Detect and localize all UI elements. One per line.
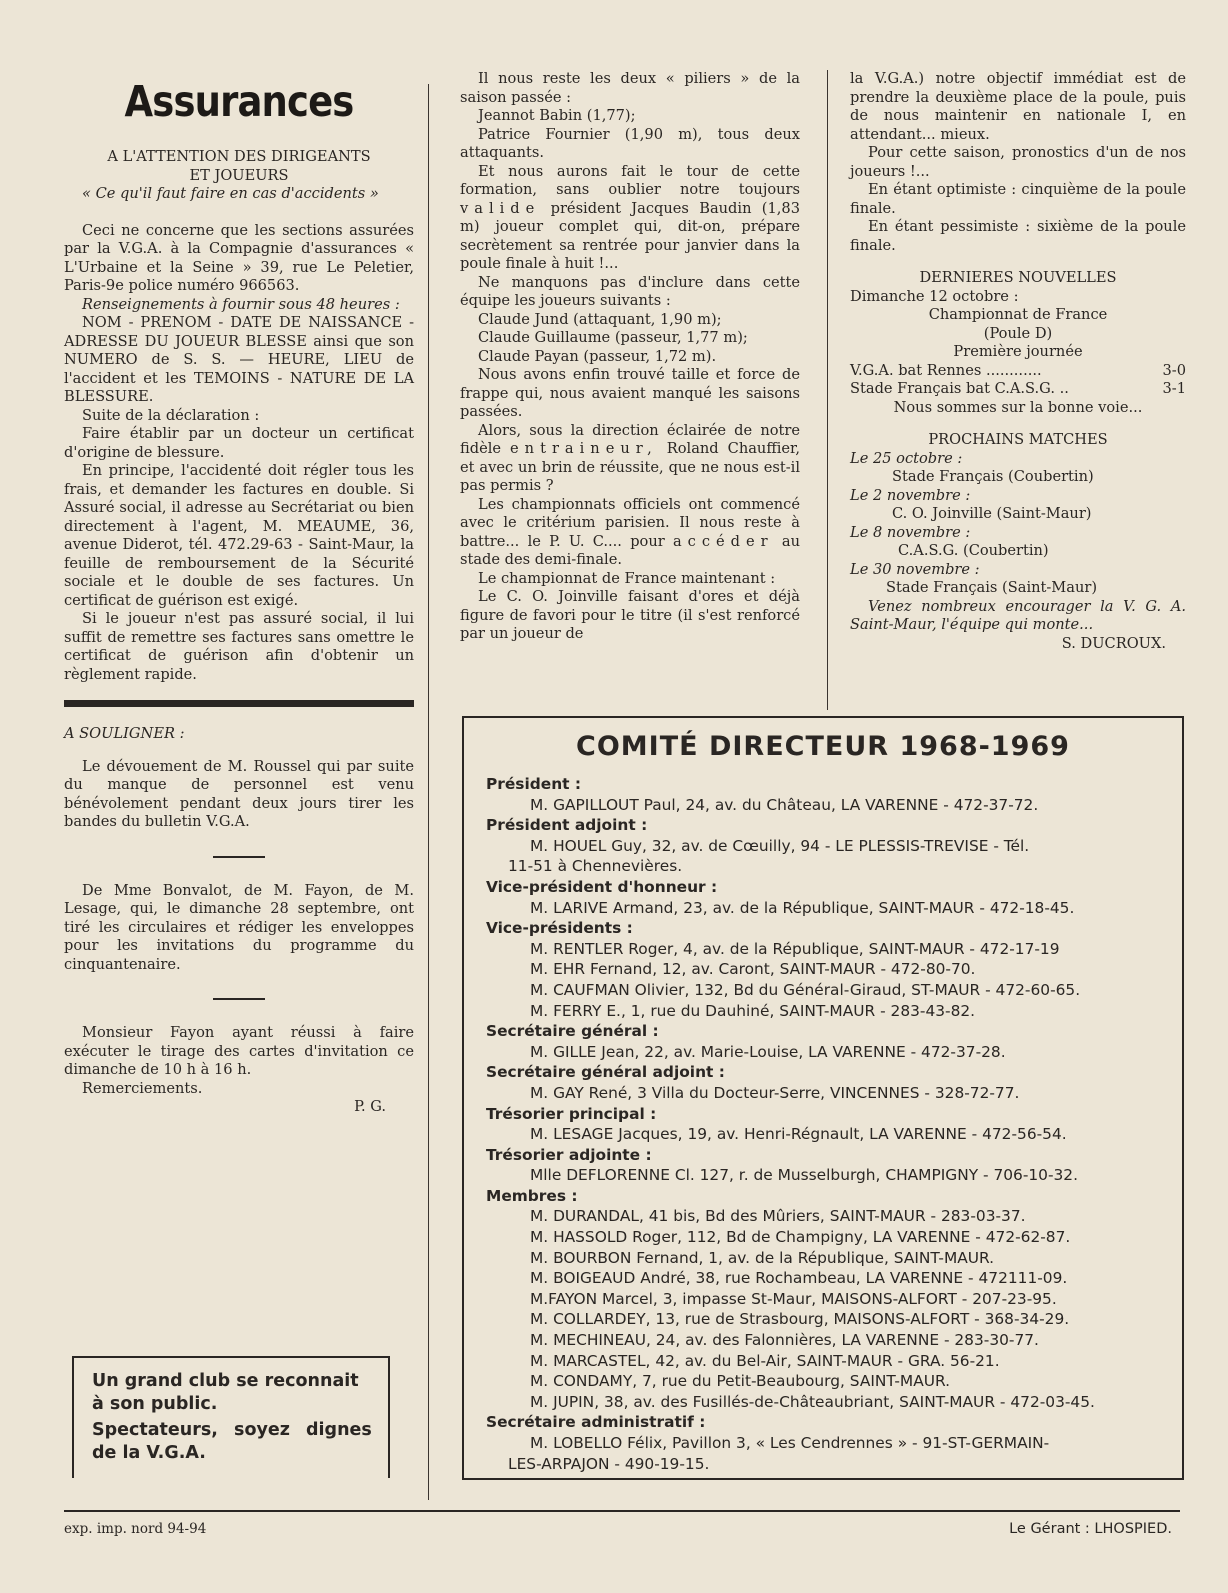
paragraph: [460, 163, 800, 274]
committee-role: Secrétaire général adjoint :: [486, 1063, 725, 1082]
paragraph: Il nous reste les deux « piliers » de la saison passée :: [460, 70, 800, 106]
paragraph: Nous avons enfin trouvé taille et force de frappe qui, nous avaient manqué les saisons passées.: [460, 366, 800, 420]
paragraph: Renseignements à fournir sous 48 heures :: [82, 295, 400, 313]
committee-member: M. DURANDAL, 41 bis, Bd des Mûriers, SAINT-MAUR - 283-03-37.: [530, 1207, 1026, 1226]
paragraph: NOM - PRENOM - DATE DE NAISSANCE - ADRESSE DU JOUEUR BLESSE ainsi que son NUMERO de S. S. — HEURE, LIEU de l'accident et les TEMOINS - NATURE DE LA BLESSURE.: [64, 314, 414, 405]
committee-role: Secrétaire général :: [486, 1022, 659, 1041]
paragraph: Claude Guillaume (passeur, 1,77 m);: [478, 329, 748, 346]
committee-member: M. GAY René, 3 Villa du Docteur-Serre, VINCENNES - 328-72-77.: [530, 1083, 1020, 1102]
committee-role: Secrétaire administratif :: [486, 1413, 706, 1432]
news-line: Championnat de France: [928, 306, 1108, 323]
team-column: [460, 70, 800, 644]
committee-role: Président adjoint :: [486, 816, 648, 835]
committee-member: M. GAPILLOUT Paul, 24, av. du Château, LA VARENNE - 472-37-72.: [530, 795, 1039, 814]
committee-member: M. LOBELLO Félix, Pavillon 3, « Les Cendrennes » - 91-ST-GERMAIN-: [530, 1434, 1050, 1452]
paragraph: Suite de la déclaration :: [82, 406, 260, 424]
paragraph: la V.G.A.) notre objectif immédiat est de prendre la deuxième place de la poule, puis de nous maintenir en nationale I, en attendant... mieux.: [850, 70, 1186, 143]
paragraph: Le championnat de France maintenant :: [478, 569, 776, 587]
committee-member: M. LESAGE Jacques, 19, av. Henri-Régnault, LA VARENNE - 472-56-54.: [530, 1125, 1067, 1144]
text-run: accéder: [672, 532, 774, 550]
result-score: 3-1: [1162, 380, 1186, 397]
committee-member: 11-51 à Chennevières.: [508, 857, 683, 876]
committee-list: [464, 774, 1182, 1474]
text-run: Les championnats officiels ont commencé avec le critérium parisien. Il nous reste à battre... le P. U. C.... pour: [460, 495, 800, 550]
slogan-line: Un grand club se reconnait: [92, 1371, 359, 1391]
committee-role: Membres :: [486, 1186, 578, 1205]
committee-member: M. CONDAMY, 7, rue du Petit-Beaubourg, SAINT-MAUR.: [530, 1372, 951, 1391]
result-row: [850, 380, 1186, 399]
committee-role: Trésorier adjointe :: [486, 1145, 652, 1164]
committee-member: Mlle DEFLORENNE Cl. 127, r. de Musselburgh, CHAMPIGNY - 706-10-32.: [530, 1166, 1078, 1185]
committee-member: M. HASSOLD Roger, 112, Bd de Champigny, LA VARENNE - 472-62-87.: [530, 1228, 1071, 1247]
committee-member: M. EHR Fernand, 12, av. Caront, SAINT-MAUR - 472-80-70.: [530, 960, 976, 979]
paragraph: [460, 496, 800, 570]
result-match: V.G.A. bat Rennes ............: [850, 361, 1042, 379]
text-run: président Jacques Baudin (1,83 m) joueur complet qui, dit-on, prépare secrètement sa rentrée pour janvier dans la poule finale à huit !...: [460, 199, 800, 272]
paragraph: [460, 422, 800, 496]
news-line: (Poule D): [983, 324, 1053, 342]
committee-member: M. JUPIN, 38, av. des Fusillés-de-Châteaubriant, SAINT-MAUR - 472-03-45.: [530, 1392, 1095, 1411]
committee-role: Vice-présidents :: [486, 919, 633, 938]
paragraph: Patrice Fournier (1,90 m), tous deux attaquants.: [460, 125, 800, 161]
slogan-box: [72, 1356, 390, 1478]
match-date: Le 30 novembre :: [850, 560, 980, 578]
page-title: Assurances: [124, 77, 354, 127]
text-run: Et nous aurons fait le tour de cette formation, sans oublier notre toujours: [460, 162, 800, 198]
committee-member: M. CAUFMAN Olivier, 132, Bd du Général-Giraud, ST-MAUR - 472-60-65.: [530, 980, 1081, 999]
section-heading: A SOULIGNER :: [64, 725, 185, 742]
closing-text: Venez nombreux encourager la V. G. A. Saint-Maur, l'équipe qui monte...: [850, 597, 1186, 633]
paragraph: Ne manquons pas d'inclure dans cette équipe les joueurs suivants :: [460, 273, 800, 309]
result-score: 3-0: [1162, 361, 1186, 379]
attention-heading-1: A L'ATTENTION DES DIRIGEANTS: [107, 148, 371, 165]
text-run: valide: [460, 199, 541, 217]
slogan-line: Spectateurs, soyez dignes: [92, 1420, 372, 1440]
committee-member: M. FERRY E., 1, rue du Dauhiné, SAINT-MAUR - 283-43-82.: [530, 1001, 976, 1020]
committee-title: COMITÉ DIRECTEUR 1968-1969: [576, 731, 1070, 762]
column-rule-left: [428, 84, 429, 1500]
result-match: Stade Français bat C.A.S.G. ..: [850, 380, 1069, 397]
paragraph: Si le joueur n'est pas assuré social, il lui suffit de remettre ses factures sans omettre le certificat de guérison afin d'obtenir un règlement rapide.: [64, 610, 414, 683]
paragraph: Faire établir par un docteur un certificat d'origine de blessure.: [64, 425, 414, 461]
paragraph: Claude Jund (attaquant, 1,90 m);: [478, 310, 722, 328]
text-run: Alors, sous la direction éclairée de notre fidèle: [460, 421, 800, 457]
footer-rule: [64, 1510, 1180, 1512]
subtitle: « Ce qu'il faut faire en cas d'accidents »: [82, 185, 379, 202]
match-opponent: C. O. Joinville (Saint-Maur): [892, 505, 1092, 522]
insurance-column: [64, 70, 414, 1117]
committee-member: M. COLLARDEY, 13, rue de Strasbourg, MAISONS-ALFORT - 368-34-29.: [530, 1310, 1070, 1329]
match-opponent: C.A.S.G. (Coubertin): [898, 542, 1049, 559]
divider: [64, 700, 414, 707]
text-run: Roland Chauffier, et avec un brin de réussite, que ne nous est-il pas permis ?: [460, 440, 801, 494]
news-column: [850, 70, 1186, 653]
committee-member: M. RENTLER Roger, 4, av. de la République, SAINT-MAUR - 472-17-19: [530, 939, 1060, 958]
text-run: au stade des demi-finale.: [460, 532, 800, 568]
committee-member: M. HOUEL Guy, 32, av. de Cœuilly, 94 - LE PLESSIS-TREVISE - Tél.: [530, 836, 1030, 855]
committee-member: M. MARCASTEL, 42, av. du Bel-Air, SAINT-MAUR - GRA. 56-21.: [530, 1351, 1000, 1370]
match-opponent: Stade Français (Coubertin): [892, 468, 1094, 485]
match-date: Le 8 novembre :: [850, 523, 971, 541]
committee-member: M. MECHINEAU, 24, av. des Falonnières, LA VARENNE - 283-30-77.: [530, 1331, 1039, 1350]
committee-member: M.FAYON Marcel, 3, impasse St-Maur, MAISONS-ALFORT - 207-23-95.: [530, 1289, 1057, 1308]
paragraph: En principe, l'accidenté doit régler tous les frais, et demander les factures en double. Si Assuré social, il adresse au Secrétariat ou bien directement à l'agent, M. MEAUME, 36, avenue Diderot, tél. 472.29-63 - Saint-Maur, la feuille de remboursement de la Sécurité sociale et le double de ses factures. Un certificat de guérison est exigé.: [64, 462, 414, 609]
news-line: Première journée: [953, 343, 1083, 360]
section-heading: PROCHAINS MATCHES: [928, 431, 1108, 448]
column-rule-right: [827, 70, 828, 710]
paragraph: En étant pessimiste : sixième de la poule finale.: [850, 218, 1186, 254]
slogan-line: à son public.: [92, 1393, 218, 1414]
paragraph: Monsieur Fayon ayant réussi à faire exécuter le tirage des cartes d'invitation ce dimanche de 10 h à 16 h.: [64, 1024, 414, 1078]
paragraph: Jeannot Babin (1,77);: [478, 107, 636, 124]
news-line: Nous sommes sur la bonne voie...: [893, 398, 1143, 416]
committee-role: Président :: [486, 775, 582, 793]
committee-box: [462, 716, 1184, 1480]
printer-credit: exp. imp. nord 94-94: [64, 1521, 207, 1537]
paragraph: De Mme Bonvalot, de M. Fayon, de M. Lesage, qui, le dimanche 28 septembre, ont tiré les circulaires et rédiger les enveloppes pour les invitations du programme du cinquantenaire.: [64, 881, 414, 973]
attention-heading-2: ET JOUEURS: [189, 166, 289, 184]
committee-role: Vice-président d'honneur :: [486, 877, 718, 896]
news-line: Dimanche 12 octobre :: [850, 287, 1019, 305]
match-opponent: Stade Français (Saint-Maur): [886, 579, 1098, 596]
committee-member: M. BOURBON Fernand, 1, av. de la République, SAINT-MAUR.: [530, 1248, 995, 1267]
committee-member: LES-ARPAJON - 490-19-15.: [508, 1454, 710, 1473]
paragraph: Remerciements.: [82, 1079, 203, 1097]
committee-member: M. GILLE Jean, 22, av. Marie-Louise, LA VARENNE - 472-37-28.: [530, 1042, 1006, 1061]
result-row: [850, 362, 1186, 381]
slogan-line: de la V.G.A.: [92, 1442, 206, 1463]
paragraph: En étant optimiste : cinquième de la poule finale.: [850, 181, 1186, 217]
signature: P. G.: [354, 1098, 386, 1115]
text-run: entraineur,: [510, 440, 658, 457]
paragraph: Le dévouement de M. Roussel qui par suite du manque de personnel est venu bénévolement pendant deux jours tirer les bandes du bulletin V.G.A.: [64, 757, 414, 830]
committee-role: Trésorier principal :: [486, 1104, 657, 1123]
section-heading: DERNIERES NOUVELLES: [919, 269, 1117, 286]
divider: [213, 856, 265, 858]
paragraph: Le C. O. Joinville faisant d'ores et déjà figure de favori pour le titre (il s'est renforcé par un joueur de: [460, 588, 800, 642]
signature: S. DUCROUX.: [1061, 634, 1166, 652]
match-date: Le 25 octobre :: [850, 449, 963, 467]
committee-member: M. BOIGEAUD André, 38, rue Rochambeau, LA VARENNE - 472111-09.: [530, 1269, 1068, 1288]
committee-member: M. LARIVE Armand, 23, av. de la République, SAINT-MAUR - 472-18-45.: [530, 898, 1075, 917]
paragraph: Pour cette saison, pronostics d'un de nos joueurs !...: [850, 144, 1186, 180]
paragraph: Ceci ne concerne que les sections assurées par la V.G.A. à la Compagnie d'assurances « L'Urbaine et la Seine » 39, rue Le Peletier, Paris-9e police numéro 966563.: [64, 221, 414, 294]
divider: [213, 998, 265, 1000]
paragraph: Claude Payan (passeur, 1,72 m).: [478, 347, 717, 365]
manager-credit: Le Gérant : LHOSPIED.: [1009, 1521, 1172, 1537]
match-date: Le 2 novembre :: [850, 486, 971, 504]
